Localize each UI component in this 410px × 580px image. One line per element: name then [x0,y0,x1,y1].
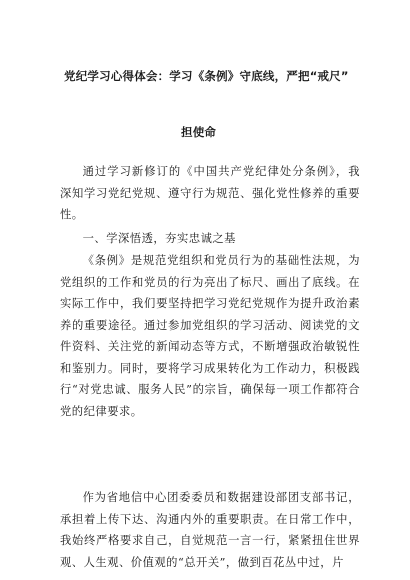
section-heading: 一、学深悟透，夯实忠诚之基 [82,232,236,245]
document-title-continued: 担使命 [181,125,217,139]
document-title: 党纪学习心得体会：学习《条例》守底线，严把“戒尺” [64,69,349,83]
body-paragraph: 作为省地信中心团委委员和数据建设部团支部书记，承担着上传下达、沟通内外的重要职责。在日常工作中，我始终严格要求自己，自觉规范一言一行，紧紧扭住世界观、人生观、价值观的“总开关”，做到百花丛中过，片 [60,491,360,569]
body-paragraph: 《条例》是规范党组织和党员行为的基础性法规，为党组织的工作和党员的行为亮出了标尺、画出了底线。在实际工作中，我们要坚持把学习党纪党规作为提升政治素养的重要途径。通过参加党组织的学习活动、阅读党的文件资料、关注党的新闻动态等方式，不断增强政治敏锐性和鉴别力。同时，要将学习成果转化为工作动力，积极践行“对党忠诚、服务人民”的宗旨，确保每一项工作都符合党的纪律要求。 [60,254,360,418]
intro-paragraph: 通过学习新修订的《中国共产党纪律处分条例》，我深知学习党纪党规、遵守行为规范、强化党性修养的重要性。 [60,165,360,221]
